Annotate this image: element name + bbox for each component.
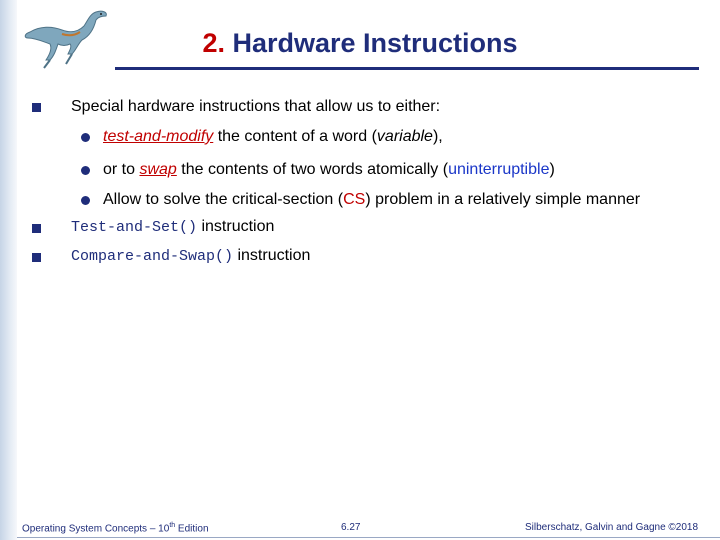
sub-bullet-3-end: ) problem in a relatively simple manner: [365, 191, 641, 208]
footer-rule: [17, 537, 720, 538]
sub-bullet-2: [103, 161, 555, 179]
sub-bullet-2-end: ): [549, 161, 555, 178]
term-uninterruptible: uninterruptible: [448, 161, 550, 178]
code-test-and-set: Test-and-Set(): [71, 219, 198, 236]
bullet-dot-icon: [81, 133, 90, 142]
sub-bullet-3-start: Allow to solve the critical-section (: [103, 191, 344, 208]
bullet-3-text: instruction: [233, 247, 311, 264]
code-compare-and-swap: Compare-and-Swap(): [71, 248, 234, 265]
bullet-dot-icon: [81, 196, 90, 205]
sub-bullet-3: [103, 191, 640, 209]
sub-bullet-1: [103, 128, 443, 146]
bullet-3: [71, 247, 310, 265]
sub-bullet-2-start: or to: [103, 161, 140, 178]
bullet-dot-icon: [81, 166, 90, 175]
footer-book-title: [22, 522, 209, 534]
footer-edition-word: Edition: [175, 523, 209, 535]
left-decorative-bar: [0, 0, 17, 540]
footer-book-name: Operating System Concepts – 10: [22, 523, 170, 535]
bullet-2: [71, 218, 274, 236]
bullet-square-icon: [32, 224, 41, 233]
term-cs: CS: [343, 191, 366, 208]
title-number: 2.: [202, 28, 225, 58]
footer-page-number: 6.27: [341, 522, 361, 533]
bullet-square-icon: [32, 253, 41, 262]
bullet-square-icon: [32, 103, 41, 112]
title-underline: [115, 67, 699, 70]
title-text: Hardware Instructions: [232, 28, 518, 58]
sub-bullet-2-text: the contents of two words atomically (: [176, 161, 449, 178]
term-swap: swap: [139, 161, 177, 178]
bullet-1: Special hardware instructions that allow us to either:: [71, 98, 441, 115]
footer-edition-sup: th: [169, 522, 176, 529]
sub-bullet-1-text: the content of a word (: [213, 128, 377, 145]
slide-title: [0, 28, 720, 59]
bullet-2-text: instruction: [197, 218, 275, 235]
term-variable: variable: [376, 128, 433, 145]
footer-authors: Silberschatz, Galvin and Gagne ©2018: [525, 522, 699, 533]
term-test-and-modify: test-and-modify: [103, 128, 214, 145]
sub-bullet-1-end: ),: [432, 128, 443, 145]
